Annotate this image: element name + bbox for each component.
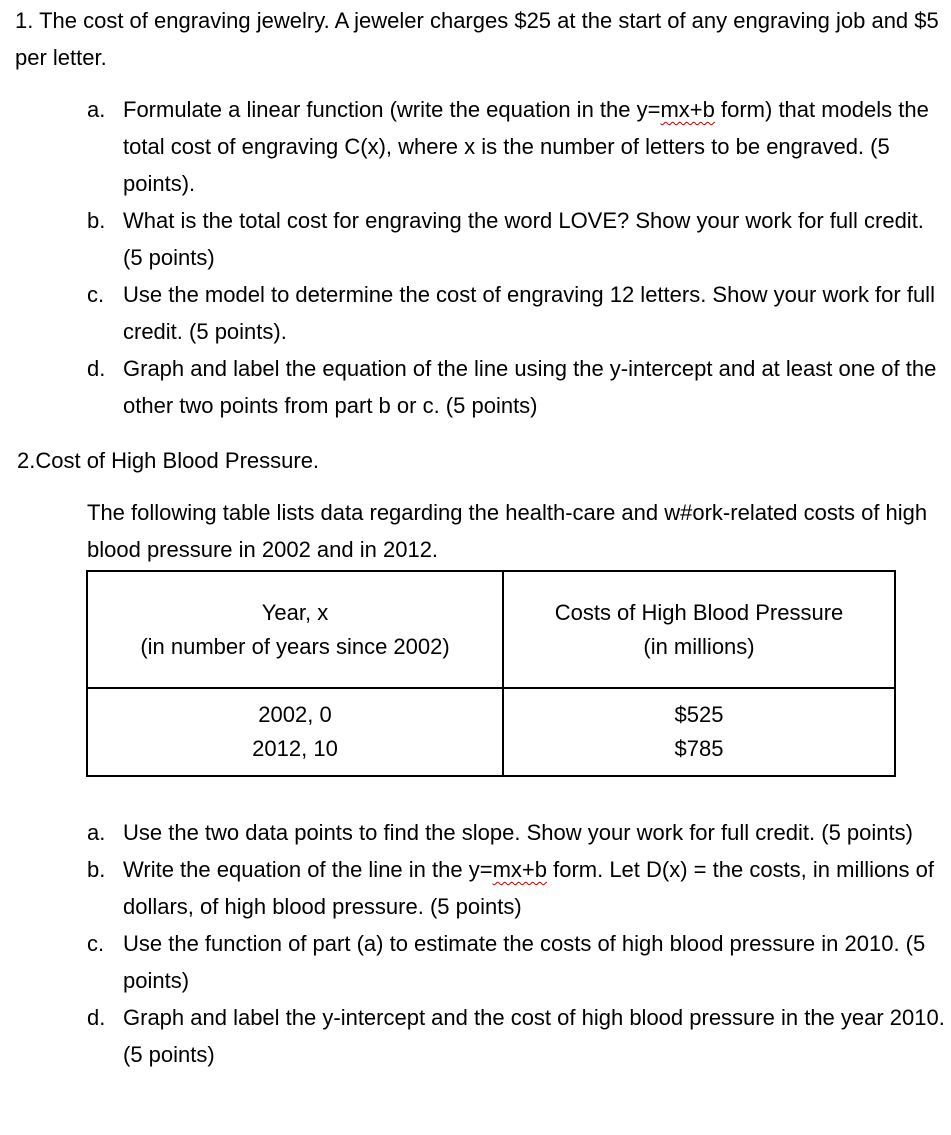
year-cell xyxy=(87,688,503,776)
spellcheck-squiggle-text: mx+b xyxy=(660,97,715,122)
header-line: Costs of High Blood Pressure xyxy=(554,599,844,625)
spellcheck-squiggle-text: mx+b xyxy=(492,857,547,882)
part-marker: a. xyxy=(87,820,106,845)
part-text: form. Let D(x) = the costs, in millions of dollars, of high blood pressure. (5 points) xyxy=(123,857,934,919)
question-1-parts xyxy=(87,91,947,424)
column-header-cost xyxy=(503,571,895,688)
question-2-title: 2.Cost of High Blood Pressure. xyxy=(17,448,320,473)
question-2-parts xyxy=(87,814,947,1073)
part-text: Use the two data points to find the slope. Show your work for full credit. (5 points) xyxy=(123,820,913,845)
question-1-part-b xyxy=(87,202,947,276)
question-2-part-c xyxy=(87,925,947,999)
part-marker: b. xyxy=(87,857,106,882)
header-line: (in millions) xyxy=(643,633,755,659)
question-2-intro: The following table lists data regarding the health-care and w#ork-related costs of high blood pressure in 2002 and in 2012. xyxy=(87,500,928,562)
question-1-part-a xyxy=(87,91,947,202)
part-marker: a. xyxy=(87,97,106,122)
cell-value: $525 xyxy=(674,702,724,727)
part-marker: d. xyxy=(87,356,106,381)
question-2-part-d xyxy=(87,999,947,1073)
question-1-part-d xyxy=(87,350,947,424)
column-header-year xyxy=(87,571,503,688)
cost-cell xyxy=(503,688,895,776)
part-text: What is the total cost for engraving the word LOVE? Show your work for full credit. (5 points) xyxy=(123,208,924,270)
header-line: Year, x xyxy=(261,599,329,625)
table-header-row xyxy=(87,571,895,688)
part-marker: d. xyxy=(87,1005,106,1030)
part-marker: b. xyxy=(87,208,106,233)
question-1-part-c xyxy=(87,276,947,350)
part-text: Use the function of part (a) to estimate the costs of high blood pressure in 2010. (5 points) xyxy=(123,931,926,993)
part-marker: c. xyxy=(87,931,105,956)
part-text: form) that models the total cost of engraving C(x), where x is the number of letters to be engraved. (5 points). xyxy=(123,97,929,196)
part-marker: c. xyxy=(87,282,105,307)
table-row xyxy=(87,688,895,776)
question-2-part-b xyxy=(87,851,947,925)
blood-pressure-table xyxy=(86,570,896,777)
part-text: Use the model to determine the cost of engraving 12 letters. Show your work for full credit. (5 points). xyxy=(123,282,935,344)
question-1-title: 1. The cost of engraving jewelry. A jeweler charges $25 at the start of any engraving job and $5 per letter. xyxy=(15,8,939,70)
header-line: (in number of years since 2002) xyxy=(140,633,450,659)
question-2-part-a xyxy=(87,814,947,851)
part-text: Formulate a linear function (write the equation in the y= xyxy=(123,97,661,122)
part-text: Graph and label the equation of the line using the y-intercept and at least one of the other two points from part b or c. (5 points) xyxy=(123,356,937,418)
part-text: Write the equation of the line in the y= xyxy=(123,857,493,882)
cell-value: 2002, 0 xyxy=(258,702,332,727)
cell-value: 2012, 10 xyxy=(252,736,338,761)
cell-value: $785 xyxy=(674,736,724,761)
part-text: Graph and label the y-intercept and the cost of high blood pressure in the year 2010. (5 points) xyxy=(123,1005,945,1067)
